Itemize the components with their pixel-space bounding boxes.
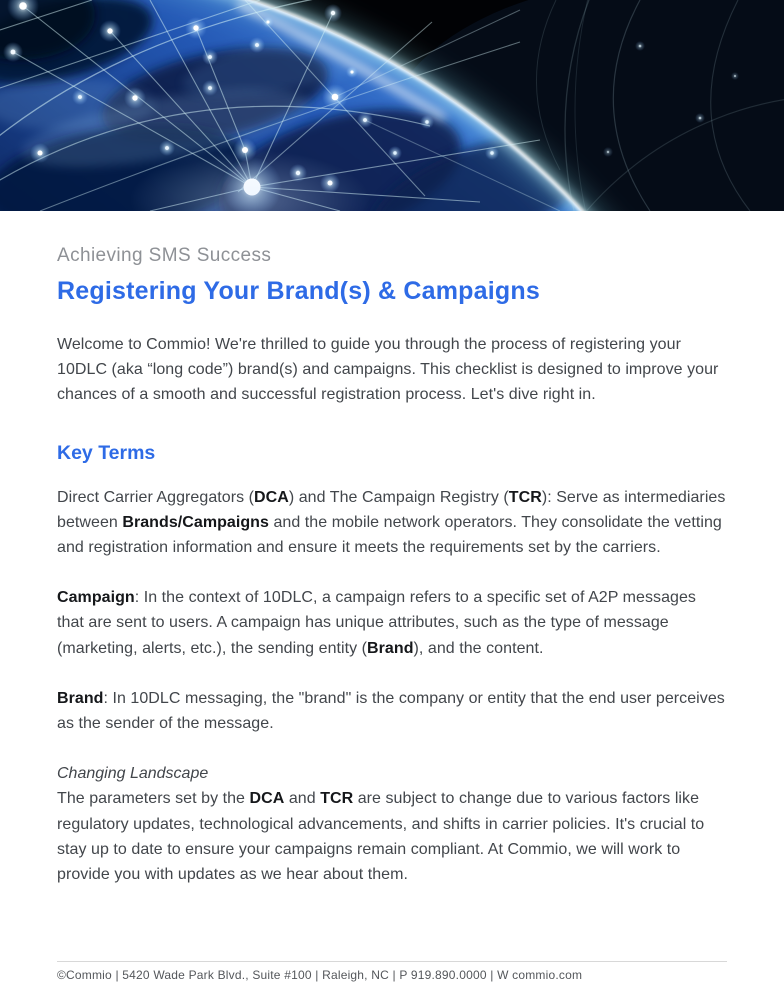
paragraph-changing-landscape: The parameters set by the DCA and TCR are subject to change due to various factors like regulatory updates, technological advancements, and shifts in carrier policies. It's crucial to stay up to date to ensure your campaigns remain compliant. At Commio, we will work to provide you with updates as we hear about them.: [57, 790, 705, 884]
key-terms-heading: Key Terms: [57, 441, 156, 464]
globe-network-hero-image: [0, 0, 784, 211]
document-content: [0, 244, 784, 887]
globe-network-illustration: [0, 0, 784, 211]
paragraph-dca-tcr: Direct Carrier Aggregators (DCA) and The Campaign Registry (TCR): Serve as intermediaries between Brands/Campaigns and the mobile network operators. They consolidate the vetting and registration information and ensure it meets the requirements set by the carriers.: [57, 488, 726, 557]
page-footer: [57, 961, 727, 982]
changing-landscape-heading: Changing Landscape: [57, 765, 209, 783]
footer-contact-text: ©Commio | 5420 Wade Park Blvd., Suite #100 | Raleigh, NC | P 919.890.0000 | W commio.com: [57, 968, 583, 982]
eyebrow-heading: Achieving SMS Success: [57, 245, 272, 266]
page-title: Registering Your Brand(s) & Campaigns: [57, 277, 540, 305]
paragraph-brand: Brand: In 10DLC messaging, the "brand" is the company or entity that the end user perceives as the sender of the message.: [57, 689, 725, 733]
paragraph-campaign: Campaign: In the context of 10DLC, a campaign refers to a specific set of A2P messages that are sent to users. A campaign has unique attributes, such as the type of message (marketing, alerts, etc.), the sending entity (Brand), and the content.: [57, 589, 696, 657]
intro-paragraph: Welcome to Commio! We're thrilled to guide you through the process of registering your 10DLC (aka “long code”) brand(s) and campaigns. This checklist is designed to improve your chances of a smooth and successful registration process. Let's dive right in.: [57, 336, 719, 404]
